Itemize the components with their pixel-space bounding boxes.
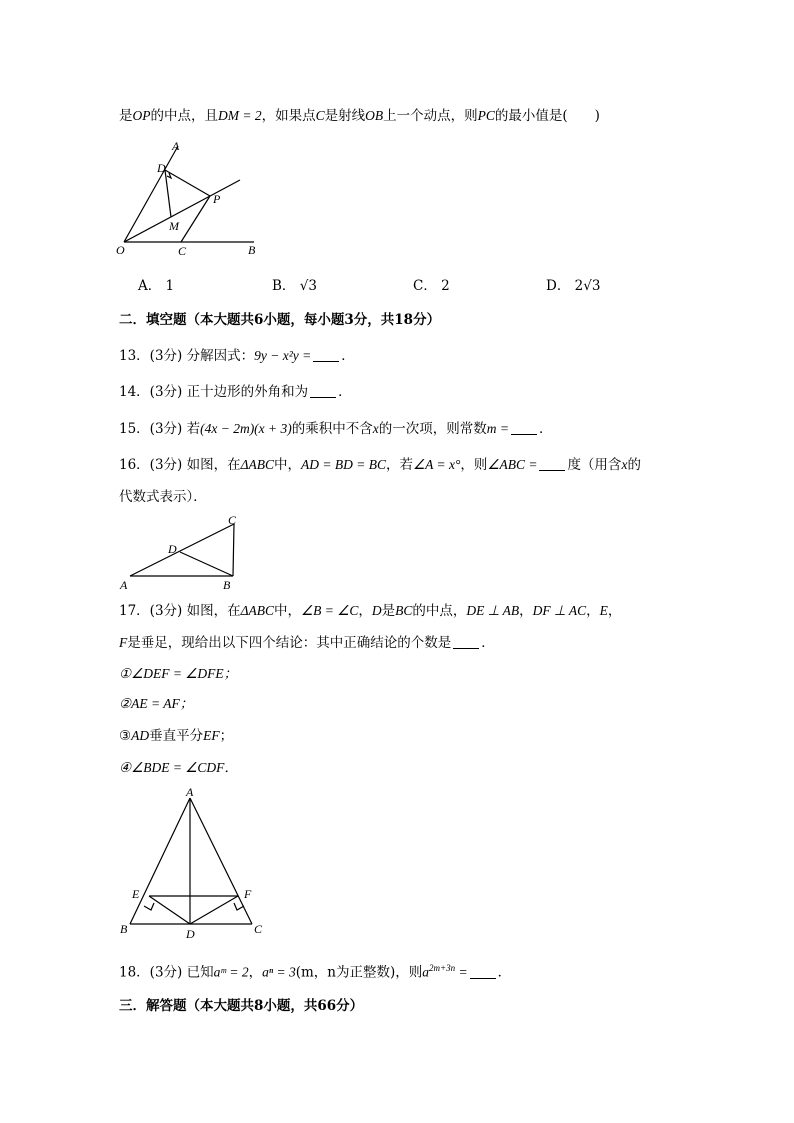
right-angle-mark-e xyxy=(144,903,154,910)
segment-ab xyxy=(130,798,190,924)
label-p: P xyxy=(213,192,221,206)
q17-line-2: F是垂足，现给出以下四个结论：其中正确结论的个数是 ． xyxy=(119,635,495,651)
segment-de xyxy=(149,896,190,924)
label-d: D xyxy=(186,927,195,941)
q13-line: 13．(3分) 分解因式：9y − x²y = ． xyxy=(119,348,355,364)
segment-bc xyxy=(233,524,234,576)
label-c: C xyxy=(178,244,187,258)
segment-pc xyxy=(181,196,210,242)
label-a: A xyxy=(120,578,128,592)
q16-line-2: 代数式表示）． xyxy=(119,489,207,505)
label-f: F xyxy=(244,887,252,901)
label-b: B xyxy=(248,243,256,257)
label-c: C xyxy=(254,922,263,936)
q13-answer-blank[interactable] xyxy=(313,348,339,362)
q14-line: 14．(3分) 正十边形的外角和为 ． xyxy=(119,384,352,400)
label-b: B xyxy=(223,578,231,592)
figure-q17 xyxy=(116,786,276,946)
q15-line: 15．(3分) 若(4x − 2m)(x + 3)的乘积中不含x的一次项，则常数m = ． xyxy=(119,421,553,437)
q12-tail-line: 是OP的中点，且DM = 2，如果点C是射线OB上一个动点，则PC的最小值是( ) xyxy=(119,108,600,124)
label-a: A xyxy=(186,785,194,799)
segment-df xyxy=(190,896,238,924)
label-b: B xyxy=(120,922,128,936)
option-d: D． 2√3 xyxy=(546,278,601,294)
q16-line-1: 16．(3分) 如图，在ΔABC中，AD = BD = BC，若∠A = x°，则∠ABC = 度（用含x的 xyxy=(119,457,641,473)
q17-answer-blank[interactable] xyxy=(453,635,479,649)
option-c: C． 2 xyxy=(413,278,450,294)
option-a: A． 1 xyxy=(138,278,175,294)
section2-title: 二．填空题（本大题共6小题，每小题3分，共18分） xyxy=(119,312,441,328)
q18-answer-blank[interactable] xyxy=(470,965,496,979)
q18-line: 18．(3分) 已知aᵐ = 2，aⁿ = 3(m，n为正整数)，则$a^{2m+3n}$ = ． xyxy=(119,963,512,981)
q14-answer-blank[interactable] xyxy=(310,384,336,398)
label-m: M xyxy=(169,219,179,233)
q17-conclusion-4: ④∠BDE = ∠CDF． xyxy=(119,760,238,775)
figure-q12 xyxy=(116,138,256,263)
label-e: E xyxy=(132,887,140,901)
segment-ac xyxy=(190,798,252,924)
label-o: O xyxy=(116,243,125,257)
figure-q16 xyxy=(118,512,253,592)
q17-conclusion-2: ②AE = AF； xyxy=(119,696,194,711)
q17-conclusion-1: ①∠DEF = ∠DFE； xyxy=(119,666,238,681)
segment-db xyxy=(180,552,233,576)
label-d: D xyxy=(157,161,166,175)
section3-title: 三．解答题（本大题共8小题，共66分） xyxy=(119,998,364,1014)
q15-answer-blank[interactable] xyxy=(511,421,537,435)
q17-line-1: 17．(3分) 如图，在ΔABC中，∠B = ∠C，D是BC的中点，DE ⊥ AB，DF ⊥ AC，E， xyxy=(119,603,622,619)
label-a: A xyxy=(172,139,180,153)
segment-ac xyxy=(130,524,234,576)
q16-answer-blank[interactable] xyxy=(539,457,565,471)
q17-conclusion-3: ③AD垂直平分EF； xyxy=(119,728,234,744)
label-c: C xyxy=(228,513,237,527)
segment-dp xyxy=(165,170,210,196)
option-b: B． √3 xyxy=(272,278,317,294)
label-d: D xyxy=(168,542,177,556)
